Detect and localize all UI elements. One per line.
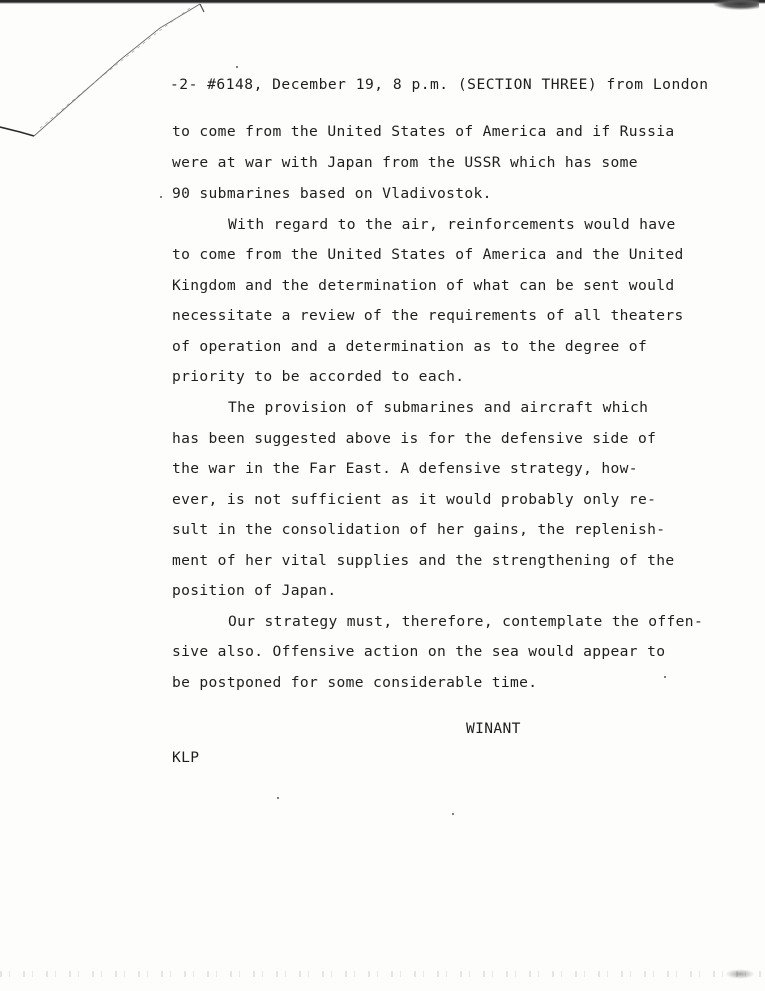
text-line: The provision of submarines and aircraft which [228, 399, 649, 416]
scan-speck [236, 66, 238, 68]
telegram-header: -2- #6148, December 19, 8 p.m. (SECTION THREE) from London [170, 76, 709, 93]
text-line: ment of her vital supplies and the strengthening of the [172, 552, 675, 569]
scan-speck [160, 196, 162, 198]
text-line: Kingdom and the determination of what can be sent would [172, 277, 675, 294]
text-line: With regard to the air, reinforcements would have [228, 216, 676, 233]
text-line: of operation and a determination as to the degree of [172, 338, 648, 355]
scan-speck [452, 813, 454, 815]
text-line: Our strategy must, therefore, contemplate the offen- [228, 613, 704, 630]
text-line: 90 submarines based on Vladivostok. [172, 185, 492, 202]
text-line: priority to be accorded to each. [172, 368, 465, 385]
text-line: to come from the United States of America and if Russia [172, 123, 675, 140]
text-line: sive also. Offensive action on the sea would appear to [172, 643, 666, 660]
typist-initials: KLP [172, 749, 200, 766]
scan-bottom-noise [0, 971, 765, 977]
signature: WINANT [466, 720, 521, 737]
text-line: the war in the Far East. A defensive strategy, how- [172, 460, 638, 477]
text-line: necessitate a review of the requirements of all theaters [172, 307, 684, 324]
text-line: sult in the consolidation of her gains, the replenish- [172, 521, 666, 538]
text-line: to come from the United States of America and the United [172, 246, 684, 263]
scan-speck [664, 676, 666, 678]
text-line: be postponed for some considerable time. [172, 674, 538, 691]
scan-speck [277, 797, 279, 799]
text-line: ever, is not sufficient as it would probably only re- [172, 491, 657, 508]
text-line: position of Japan. [172, 582, 337, 599]
scan-bottom-corner [725, 969, 755, 979]
text-line: has been suggested above is for the defensive side of [172, 430, 657, 447]
text-line: were at war with Japan from the USSR which has some [172, 154, 638, 171]
